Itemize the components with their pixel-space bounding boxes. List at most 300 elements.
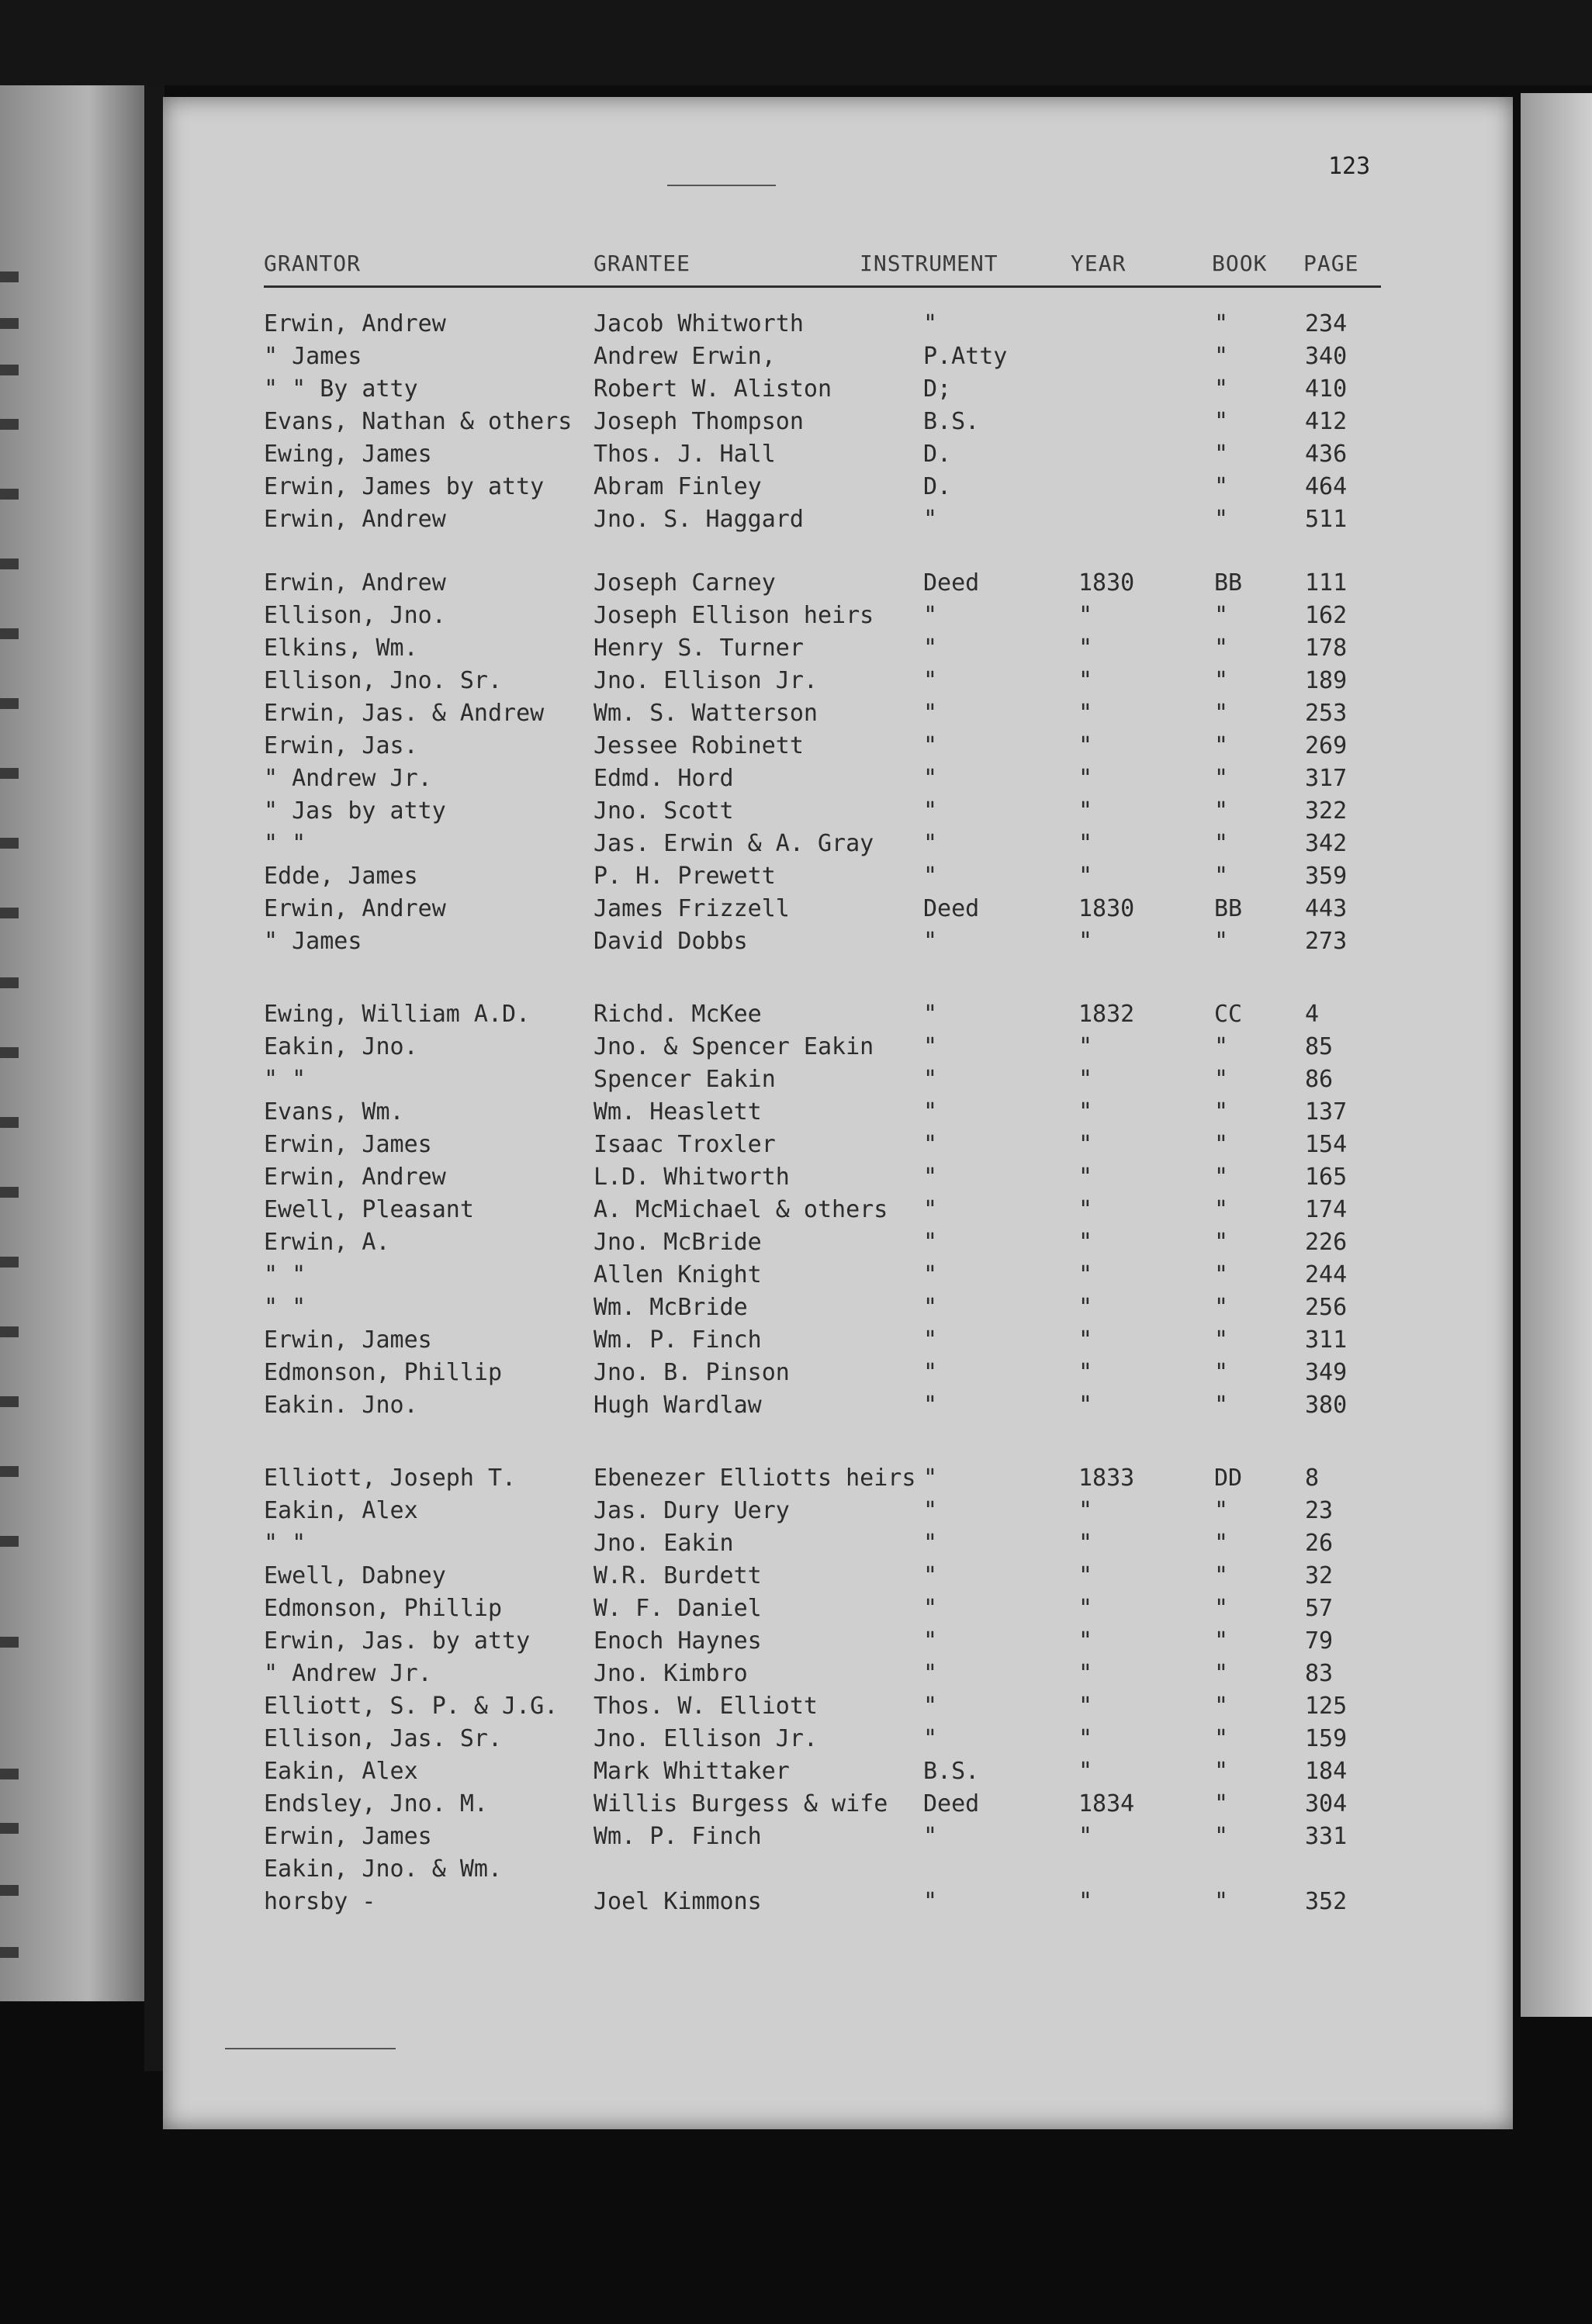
instrument-cell: " — [923, 1595, 938, 1622]
year-cell: " — [1078, 700, 1093, 727]
year-cell: 1830 — [1078, 569, 1135, 597]
page-cell: 322 — [1305, 797, 1348, 825]
grantor-cell: Erwin, Jas. by atty — [264, 1627, 531, 1655]
table-row — [264, 1725, 1381, 1758]
grantor-cell: Eakin, Alex — [264, 1758, 418, 1785]
header-grantor: GRANTOR — [264, 251, 362, 276]
grantee-cell: A. McMichael & others — [594, 1196, 888, 1223]
instrument-cell: " — [923, 1693, 938, 1720]
grantee-cell: Jno. B. Pinson — [594, 1359, 790, 1386]
grantor-cell: Erwin, James — [264, 1326, 432, 1354]
instrument-cell: Deed — [923, 569, 980, 597]
table-row — [264, 765, 1381, 797]
grantee-cell: Joel Kimmons — [594, 1888, 762, 1915]
table-row — [264, 1562, 1381, 1595]
grantor-cell: Erwin, James by atty — [264, 473, 545, 500]
year-cell: " — [1078, 1033, 1093, 1060]
header-instrument: INSTRUMENT — [860, 251, 998, 276]
grantor-cell: Erwin, Andrew — [264, 569, 446, 597]
grantee-cell: Jno. Ellison Jr. — [594, 1725, 818, 1752]
grantee-cell: Enoch Haynes — [594, 1627, 762, 1655]
grantee-cell: Thos. W. Elliott — [594, 1693, 818, 1720]
book-cell: " — [1214, 602, 1229, 629]
grantee-cell: W. F. Daniel — [594, 1595, 762, 1622]
page-cell: 137 — [1305, 1098, 1348, 1126]
year-cell: " — [1078, 1294, 1093, 1321]
year-cell: " — [1078, 1627, 1093, 1655]
grantor-cell: Evans, Nathan & others — [264, 408, 573, 435]
page-cell: 340 — [1305, 343, 1348, 370]
instrument-cell: " — [923, 765, 938, 792]
grantee-cell: Jno. Kimbro — [594, 1660, 748, 1687]
grantor-cell: " James — [264, 343, 362, 370]
page-cell: 4 — [1305, 1001, 1320, 1028]
year-cell: " — [1078, 1392, 1093, 1419]
book-cell: BB — [1214, 895, 1243, 922]
pencil-mark — [667, 185, 776, 186]
table-row — [264, 1131, 1381, 1164]
book-cell: " — [1214, 1693, 1229, 1720]
book-cell: " — [1214, 1261, 1229, 1288]
table-row — [264, 602, 1381, 635]
group-spacer — [264, 538, 1381, 569]
year-cell: " — [1078, 1595, 1093, 1622]
book-cell: " — [1214, 1196, 1229, 1223]
year-cell: " — [1078, 1196, 1093, 1223]
grantor-cell: horsby - — [264, 1888, 376, 1915]
grantor-cell: Erwin, Jas. & Andrew — [264, 700, 545, 727]
grantee-cell: Wm. S. Watterson — [594, 700, 818, 727]
instrument-cell: B.S. — [923, 408, 980, 435]
instrument-cell: " — [923, 506, 938, 533]
instrument-cell: " — [923, 1530, 938, 1557]
book-cell: " — [1214, 765, 1229, 792]
header-grantee: GRANTEE — [594, 251, 691, 276]
page-cell: 410 — [1305, 375, 1348, 403]
page-cell: 256 — [1305, 1294, 1348, 1321]
year-cell: " — [1078, 1261, 1093, 1288]
page-cell: 443 — [1305, 895, 1348, 922]
book-cell: " — [1214, 1595, 1229, 1622]
grantor-cell: " " — [264, 830, 306, 857]
book-cell: DD — [1214, 1465, 1243, 1492]
grantor-cell: Elkins, Wm. — [264, 635, 418, 662]
grantor-cell: Eakin, Alex — [264, 1497, 418, 1524]
page-cell: 349 — [1305, 1359, 1348, 1386]
grantor-cell: Ellison, Jas. Sr. — [264, 1725, 503, 1752]
book-cell: " — [1214, 1392, 1229, 1419]
page-cell: 178 — [1305, 635, 1348, 662]
page-cell: 125 — [1305, 1693, 1348, 1720]
book-cell: " — [1214, 1326, 1229, 1354]
grantee-cell: Henry S. Turner — [594, 635, 804, 662]
page-cell: 226 — [1305, 1229, 1348, 1256]
grantee-cell: Wm. P. Finch — [594, 1823, 762, 1850]
instrument-cell: D. — [923, 441, 952, 468]
instrument-cell: " — [923, 928, 938, 955]
scanner-background — [0, 0, 1592, 85]
table-row — [264, 1758, 1381, 1790]
entry-group — [264, 1001, 1381, 1424]
grantee-cell: David Dobbs — [594, 928, 748, 955]
table-row — [264, 310, 1381, 343]
book-cell: " — [1214, 1164, 1229, 1191]
page-cell: 244 — [1305, 1261, 1348, 1288]
table-row — [264, 1790, 1381, 1823]
page-cell: 436 — [1305, 441, 1348, 468]
table-row — [264, 441, 1381, 473]
page-cell: 184 — [1305, 1758, 1348, 1785]
table-row — [264, 1888, 1381, 1921]
page-cell: 331 — [1305, 1823, 1348, 1850]
grantee-cell: W.R. Burdett — [594, 1562, 762, 1589]
grantor-cell: " Jas by atty — [264, 797, 446, 825]
book-cell: " — [1214, 1660, 1229, 1687]
table-row — [264, 1261, 1381, 1294]
instrument-cell: " — [923, 1562, 938, 1589]
year-cell: " — [1078, 1660, 1093, 1687]
year-cell: " — [1078, 765, 1093, 792]
instrument-cell: Deed — [923, 895, 980, 922]
page-cell: 23 — [1305, 1497, 1334, 1524]
page-cell: 380 — [1305, 1392, 1348, 1419]
grantor-cell: " " — [264, 1066, 306, 1093]
grantee-cell: Abram Finley — [594, 473, 762, 500]
group-spacer — [264, 1424, 1381, 1465]
grantor-cell: Erwin, James — [264, 1823, 432, 1850]
table-row — [264, 1294, 1381, 1326]
book-cell: " — [1214, 667, 1229, 694]
book-cell: BB — [1214, 569, 1243, 597]
table-row — [264, 1392, 1381, 1424]
book-cell: " — [1214, 375, 1229, 403]
page-cell: 57 — [1305, 1595, 1334, 1622]
grantor-cell: Erwin, Andrew — [264, 310, 446, 337]
page-cell: 86 — [1305, 1066, 1334, 1093]
book-cell: " — [1214, 1098, 1229, 1126]
grantee-cell: P. H. Prewett — [594, 863, 776, 890]
year-cell: " — [1078, 1098, 1093, 1126]
page-cell: 159 — [1305, 1725, 1348, 1752]
book-cell: " — [1214, 310, 1229, 337]
table-row — [264, 1229, 1381, 1261]
page-cell: 79 — [1305, 1627, 1334, 1655]
grantee-cell: Jas. Dury Uery — [594, 1497, 790, 1524]
grantee-cell: Wm. Heaslett — [594, 1098, 762, 1126]
table-row — [264, 635, 1381, 667]
grantee-cell: Willis Burgess & wife — [594, 1790, 888, 1817]
grantor-cell: Ewell, Dabney — [264, 1562, 446, 1589]
grantor-cell: Ellison, Jno. Sr. — [264, 667, 503, 694]
grantor-cell: Ewing, William A.D. — [264, 1001, 531, 1028]
next-page-edge — [1521, 93, 1592, 2017]
grantor-cell: Eakin. Jno. — [264, 1392, 418, 1419]
book-cell: " — [1214, 1033, 1229, 1060]
grantee-cell: Jno. Ellison Jr. — [594, 667, 818, 694]
table-row — [264, 1326, 1381, 1359]
instrument-cell: " — [923, 1033, 938, 1060]
grantee-cell: Richd. McKee — [594, 1001, 762, 1028]
instrument-cell: " — [923, 1888, 938, 1915]
book-cell: " — [1214, 863, 1229, 890]
grantor-cell: Erwin, Andrew — [264, 1164, 446, 1191]
table-row — [264, 1359, 1381, 1392]
instrument-cell: " — [923, 635, 938, 662]
grantor-cell: " " — [264, 1294, 306, 1321]
instrument-cell: " — [923, 700, 938, 727]
group-spacer — [264, 960, 1381, 1001]
previous-page-edge — [0, 85, 147, 2001]
table-row — [264, 895, 1381, 928]
grantee-cell: Jno. S. Haggard — [594, 506, 804, 533]
table-row — [264, 1066, 1381, 1098]
grantor-cell: " " — [264, 1530, 306, 1557]
grantee-cell: Hugh Wardlaw — [594, 1392, 762, 1419]
grantee-cell: Edmd. Hord — [594, 765, 734, 792]
instrument-cell: " — [923, 310, 938, 337]
deed-index-table — [264, 310, 1381, 1921]
page-cell: 165 — [1305, 1164, 1348, 1191]
table-row — [264, 928, 1381, 960]
table-row — [264, 1627, 1381, 1660]
grantor-cell: Ellison, Jno. — [264, 602, 446, 629]
page-cell: 317 — [1305, 765, 1348, 792]
instrument-cell: P.Atty — [923, 343, 1008, 370]
page-cell: 464 — [1305, 473, 1348, 500]
table-row — [264, 473, 1381, 506]
year-cell: " — [1078, 732, 1093, 759]
instrument-cell: " — [923, 667, 938, 694]
instrument-cell: " — [923, 1098, 938, 1126]
grantor-cell: Elliott, Joseph T. — [264, 1465, 517, 1492]
grantor-cell: " Andrew Jr. — [264, 1660, 432, 1687]
grantor-cell: Edmonson, Phillip — [264, 1595, 503, 1622]
page-cell: 26 — [1305, 1530, 1334, 1557]
instrument-cell: " — [923, 1725, 938, 1752]
table-row — [264, 506, 1381, 538]
grantee-cell: Jas. Erwin & A. Gray — [594, 830, 874, 857]
instrument-cell: " — [923, 1066, 938, 1093]
year-cell: " — [1078, 1725, 1093, 1752]
grantee-cell: Thos. J. Hall — [594, 441, 776, 468]
instrument-cell: " — [923, 830, 938, 857]
grantor-cell: Erwin, James — [264, 1131, 432, 1158]
page-cell: 342 — [1305, 830, 1348, 857]
page-cell: 269 — [1305, 732, 1348, 759]
grantor-cell: Erwin, Jas. — [264, 732, 418, 759]
grantor-cell: " " By atty — [264, 375, 418, 403]
page-number: 123 — [1328, 153, 1371, 180]
grantor-cell: Edde, James — [264, 863, 418, 890]
table-row — [264, 375, 1381, 408]
page-cell: 412 — [1305, 408, 1348, 435]
book-cell: " — [1214, 830, 1229, 857]
header-rule — [264, 285, 1381, 288]
book-cell: " — [1214, 343, 1229, 370]
table-row — [264, 1595, 1381, 1627]
book-cell: " — [1214, 1627, 1229, 1655]
instrument-cell: " — [923, 863, 938, 890]
book-cell: CC — [1214, 1001, 1243, 1028]
grantee-cell: Jno. & Spencer Eakin — [594, 1033, 874, 1060]
page-cell: 83 — [1305, 1660, 1334, 1687]
grantee-cell: Wm. McBride — [594, 1294, 748, 1321]
grantee-cell: Jessee Robinett — [594, 732, 804, 759]
page-cell: 85 — [1305, 1033, 1334, 1060]
year-cell: " — [1078, 928, 1093, 955]
table-row — [264, 1465, 1381, 1497]
grantor-cell: Eakin, Jno. — [264, 1033, 418, 1060]
table-row — [264, 1823, 1381, 1855]
book-cell: " — [1214, 732, 1229, 759]
page-cell: 189 — [1305, 667, 1348, 694]
page-cell: 8 — [1305, 1465, 1320, 1492]
grantor-cell: " " — [264, 1261, 306, 1288]
year-cell: " — [1078, 863, 1093, 890]
year-cell: " — [1078, 1888, 1093, 1915]
page-cell: 273 — [1305, 928, 1348, 955]
table-row — [264, 1660, 1381, 1693]
book-cell: " — [1214, 1359, 1229, 1386]
page-cell: 253 — [1305, 700, 1348, 727]
grantee-cell: Allen Knight — [594, 1261, 762, 1288]
grantee-cell: Jacob Whitworth — [594, 310, 804, 337]
grantee-cell: James Frizzell — [594, 895, 790, 922]
grantee-cell: Jno. McBride — [594, 1229, 762, 1256]
instrument-cell: " — [923, 797, 938, 825]
year-cell: 1832 — [1078, 1001, 1135, 1028]
grantee-cell: Robert W. Aliston — [594, 375, 832, 403]
grantor-cell: Ewing, James — [264, 441, 432, 468]
grantor-cell: " James — [264, 928, 362, 955]
page-cell: 162 — [1305, 602, 1348, 629]
book-cell: " — [1214, 1758, 1229, 1785]
grantor-cell: Eakin, Jno. & Wm. — [264, 1855, 503, 1883]
grantee-cell: Jno. Eakin — [594, 1530, 734, 1557]
instrument-cell: " — [923, 1392, 938, 1419]
entry-group — [264, 569, 1381, 960]
book-cell: " — [1214, 1229, 1229, 1256]
header-year: YEAR — [1071, 251, 1127, 276]
table-row — [264, 732, 1381, 765]
table-row — [264, 569, 1381, 602]
page-cell: 359 — [1305, 863, 1348, 890]
grantee-cell: Mark Whittaker — [594, 1758, 790, 1785]
year-cell: " — [1078, 1359, 1093, 1386]
year-cell: 1834 — [1078, 1790, 1135, 1817]
year-cell: " — [1078, 1066, 1093, 1093]
year-cell: " — [1078, 1131, 1093, 1158]
grantor-cell: Erwin, A. — [264, 1229, 390, 1256]
grantee-cell: Joseph Carney — [594, 569, 776, 597]
book-cell: " — [1214, 1888, 1229, 1915]
table-row — [264, 1033, 1381, 1066]
grantee-cell: L.D. Whitworth — [594, 1164, 790, 1191]
header-page: PAGE — [1303, 251, 1359, 276]
grantee-cell: Jno. Scott — [594, 797, 734, 825]
instrument-cell: D. — [923, 473, 952, 500]
instrument-cell: Deed — [923, 1790, 980, 1817]
page-cell: 154 — [1305, 1131, 1348, 1158]
page-cell: 234 — [1305, 310, 1348, 337]
grantor-cell: Erwin, Andrew — [264, 506, 446, 533]
table-row — [264, 1164, 1381, 1196]
table-row — [264, 1530, 1381, 1562]
page-cell: 32 — [1305, 1562, 1334, 1589]
table-row — [264, 408, 1381, 441]
table-row — [264, 1693, 1381, 1725]
instrument-cell: " — [923, 602, 938, 629]
book-cell: " — [1214, 1497, 1229, 1524]
grantee-cell: Wm. P. Finch — [594, 1326, 762, 1354]
instrument-cell: D; — [923, 375, 952, 403]
book-cell: " — [1214, 441, 1229, 468]
table-row — [264, 863, 1381, 895]
page-cell: 304 — [1305, 1790, 1348, 1817]
instrument-cell: " — [923, 1001, 938, 1028]
grantor-cell: Ewell, Pleasant — [264, 1196, 474, 1223]
grantor-cell: Evans, Wm. — [264, 1098, 404, 1126]
grantor-cell: Elliott, S. P. & J.G. — [264, 1693, 559, 1720]
grantee-cell: Ebenezer Elliotts heirs — [594, 1465, 916, 1492]
year-cell: " — [1078, 830, 1093, 857]
page-cell: 511 — [1305, 506, 1348, 533]
year-cell: " — [1078, 1562, 1093, 1589]
grantor-cell: Erwin, Andrew — [264, 895, 446, 922]
year-cell: " — [1078, 1229, 1093, 1256]
instrument-cell: " — [923, 1164, 938, 1191]
book-cell: " — [1214, 1725, 1229, 1752]
table-row — [264, 700, 1381, 732]
entry-group — [264, 1465, 1381, 1921]
table-row — [264, 1098, 1381, 1131]
table-row — [264, 830, 1381, 863]
page-cell: 174 — [1305, 1196, 1348, 1223]
table-row — [264, 797, 1381, 830]
instrument-cell: " — [923, 1229, 938, 1256]
year-cell: 1830 — [1078, 895, 1135, 922]
instrument-cell: " — [923, 1465, 938, 1492]
book-cell: " — [1214, 635, 1229, 662]
instrument-cell: " — [923, 1359, 938, 1386]
instrument-cell: " — [923, 1627, 938, 1655]
instrument-cell: " — [923, 1326, 938, 1354]
header-book: BOOK — [1212, 251, 1268, 276]
pencil-mark — [225, 2048, 396, 2049]
page-cell: 311 — [1305, 1326, 1348, 1354]
page-cell: 352 — [1305, 1888, 1348, 1915]
book-cell: " — [1214, 928, 1229, 955]
column-headers — [264, 251, 1381, 282]
year-cell: " — [1078, 1326, 1093, 1354]
instrument-cell: B.S. — [923, 1758, 980, 1785]
table-row — [264, 1196, 1381, 1229]
grantee-cell: Spencer Eakin — [594, 1066, 776, 1093]
year-cell: 1833 — [1078, 1465, 1135, 1492]
grantee-cell: Joseph Ellison heirs — [594, 602, 874, 629]
year-cell: " — [1078, 667, 1093, 694]
year-cell: " — [1078, 1823, 1093, 1850]
year-cell: " — [1078, 1693, 1093, 1720]
year-cell: " — [1078, 1758, 1093, 1785]
instrument-cell: " — [923, 732, 938, 759]
year-cell: " — [1078, 797, 1093, 825]
year-cell: " — [1078, 1530, 1093, 1557]
book-cell: " — [1214, 408, 1229, 435]
year-cell: " — [1078, 635, 1093, 662]
table-row — [264, 1855, 1381, 1888]
year-cell: " — [1078, 602, 1093, 629]
